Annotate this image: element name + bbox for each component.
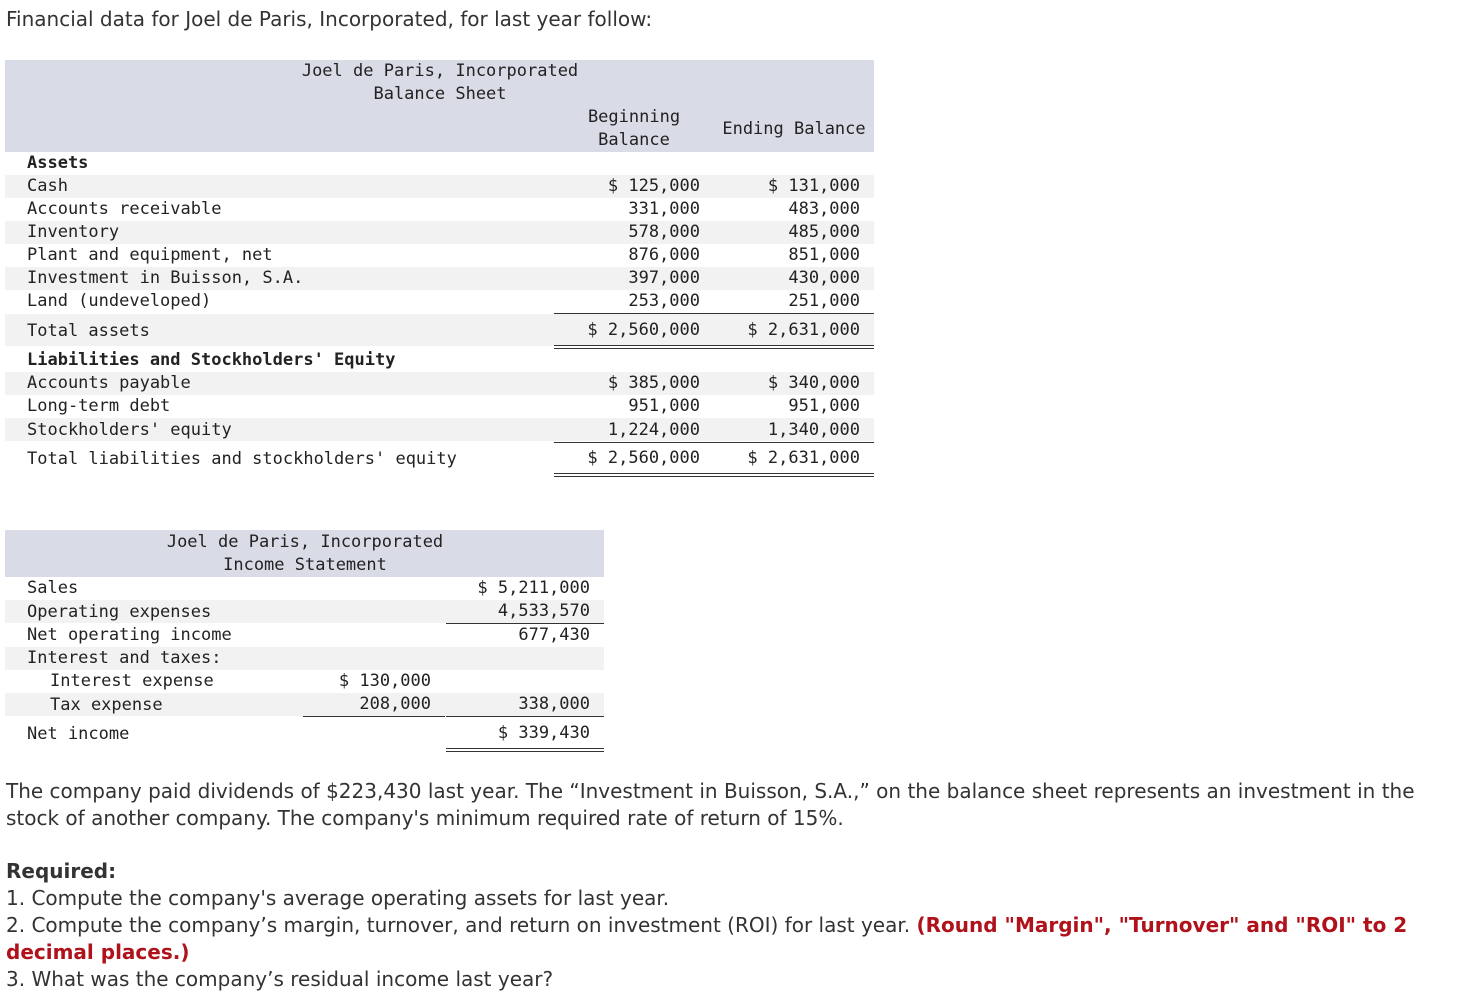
income-statement-subtitle: Income Statement (223, 555, 387, 575)
rounding-note: (Round "Margin", "Turnover" and "ROI" to 2 decimal places.) (6, 913, 1408, 964)
asset-label: Land (undeveloped) (27, 291, 212, 311)
asset-label: Cash (27, 176, 68, 196)
liability-begin: 1,224,000 (607, 420, 700, 440)
interest-expense-label: Interest expense (50, 671, 214, 691)
subtotal-rule (714, 442, 874, 443)
col-header-ending: Ending Balance (722, 119, 866, 139)
asset-begin: 578,000 (628, 222, 700, 242)
question-2-text: 2. Compute the company’s margin, turnover, and return on investment (ROI) for last year. (6, 913, 911, 937)
liability-end: 951,000 (788, 396, 860, 416)
liability-label: Stockholders' equity (27, 420, 232, 440)
liability-end: $ 340,000 (767, 373, 860, 393)
tax-expense-value: 208,000 (359, 694, 431, 714)
asset-label: Plant and equipment, net (27, 245, 273, 265)
asset-end: 430,000 (788, 268, 860, 288)
liability-begin: 951,000 (628, 396, 700, 416)
question-3: 3. What was the company’s residual income last year? (6, 967, 554, 991)
net-income-label: Net income (27, 724, 130, 744)
liability-label: Long-term debt (27, 396, 171, 416)
col-header-beginning: Beginning (587, 107, 681, 127)
opex-value: 4,533,570 (497, 601, 590, 621)
intro-text: Financial data for Joel de Paris, Incorporated, for last year follow: (6, 7, 653, 31)
opex-label: Operating expenses (27, 602, 212, 622)
sales-value: $ 5,211,000 (477, 578, 590, 598)
question-1: 1. Compute the company's average operating assets for last year. (6, 886, 670, 910)
total-assets-begin: $ 2,560,000 (587, 320, 700, 340)
noi-label: Net operating income (27, 625, 232, 645)
subtotal-rule (303, 716, 445, 717)
total-rule (446, 748, 604, 752)
asset-end: 483,000 (788, 199, 860, 219)
liability-label: Accounts payable (27, 373, 191, 393)
subtotal-rule (554, 442, 714, 443)
col-header-beginning-2: Balance (598, 130, 670, 150)
question-2 (6, 912, 1426, 966)
asset-label: Investment in Buisson, S.A. (27, 268, 304, 288)
interest-expense-value: $ 130,000 (338, 671, 431, 691)
asset-begin: 876,000 (628, 245, 700, 265)
asset-end: 851,000 (788, 245, 860, 265)
sales-label: Sales (27, 578, 79, 598)
total-liabilities-label: Total liabilities and stockholders' equity (27, 449, 457, 469)
required-section (6, 858, 1426, 993)
asset-end: 251,000 (788, 291, 860, 311)
balance-sheet-subtitle: Balance Sheet (373, 84, 507, 104)
liability-end: 1,340,000 (767, 420, 860, 440)
subtotal-rule (446, 716, 604, 717)
tax-expense-label: Tax expense (50, 695, 163, 715)
liabilities-header: Liabilities and Stockholders' Equity (27, 350, 396, 370)
asset-begin: 253,000 (628, 291, 700, 311)
asset-begin: 331,000 (628, 199, 700, 219)
total-liabilities-begin: $ 2,560,000 (587, 448, 700, 468)
asset-end: $ 131,000 (767, 176, 860, 196)
net-income-value: $ 339,430 (497, 723, 590, 743)
balance-sheet-title: Joel de Paris, Incorporated (301, 61, 579, 81)
asset-label: Accounts receivable (27, 199, 222, 219)
total-liabilities-end: $ 2,631,000 (747, 448, 860, 468)
interest-taxes-total: 338,000 (518, 694, 590, 714)
income-statement-title: Joel de Paris, Incorporated (166, 532, 444, 552)
asset-begin: 397,000 (628, 268, 700, 288)
total-rule (714, 473, 874, 477)
noi-value: 677,430 (518, 625, 590, 645)
assets-header: Assets (27, 153, 89, 173)
asset-label: Inventory (27, 222, 120, 242)
required-heading: Required: (6, 859, 117, 883)
asset-begin: $ 125,000 (607, 176, 700, 196)
liability-begin: $ 385,000 (607, 373, 700, 393)
interest-taxes-label: Interest and taxes: (27, 648, 222, 668)
asset-end: 485,000 (788, 222, 860, 242)
total-rule (714, 345, 874, 349)
total-assets-label: Total assets (27, 321, 150, 341)
total-assets-end: $ 2,631,000 (747, 320, 860, 340)
total-rule (554, 345, 714, 349)
total-rule (554, 473, 714, 477)
problem-paragraph: The company paid dividends of $223,430 last year. The “Investment in Buisson, S.A.,” on the balance sheet represents an investment in the stock of another company. The company's minimum required rate of return of 15%. (6, 779, 1415, 830)
